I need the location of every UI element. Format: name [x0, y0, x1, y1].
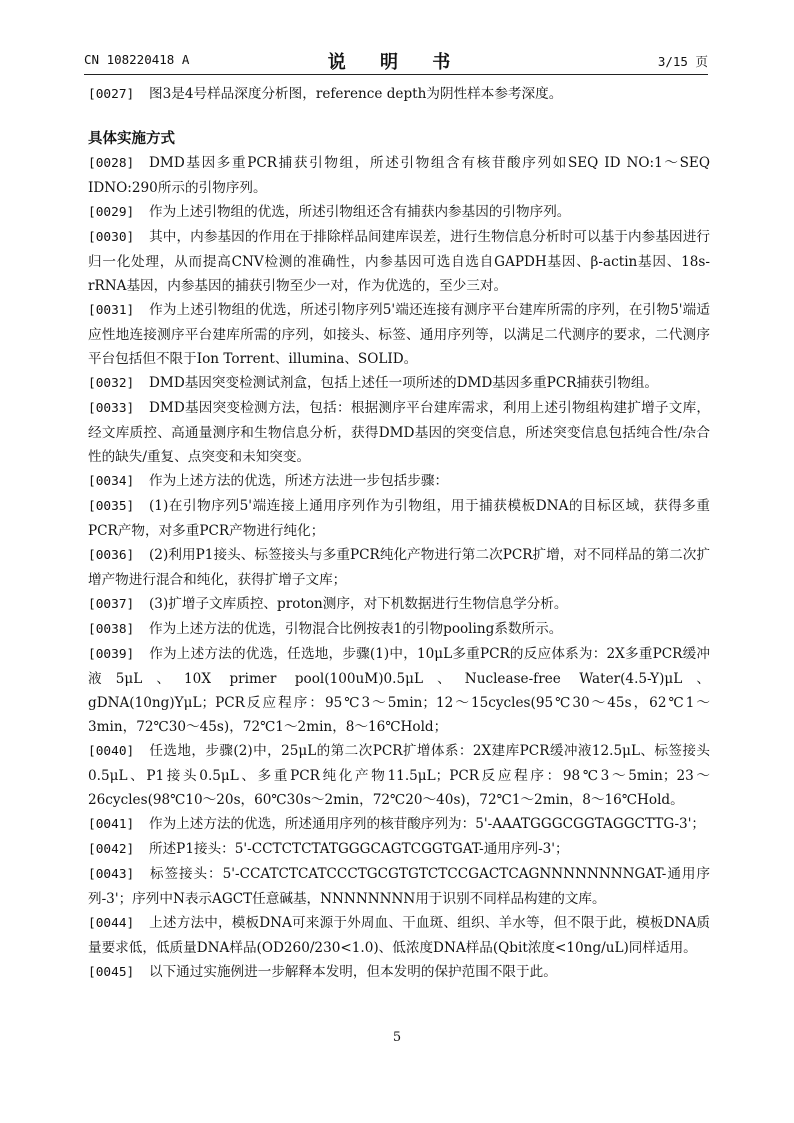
paragraph	[88, 837, 710, 862]
paragraph-text: 上述方法中，模板DNA可来源于外周血、干血斑、组织、羊水等，但不限于此，模板DNA质量要求低，低质量DNA样品(OD260/230<1.0)、低浓度DNA样品(Qbit浓度<10ng/uL)同样适用。	[88, 915, 710, 956]
paragraph-number: [0034]	[88, 474, 135, 489]
paragraph	[88, 225, 710, 298]
paragraph-number: [0027]	[88, 87, 135, 102]
paragraph	[88, 151, 710, 200]
paragraph	[88, 469, 710, 494]
paragraph-number: [0037]	[88, 597, 135, 612]
paragraph-number: [0033]	[88, 401, 135, 416]
paragraph-text: 作为上述方法的优选，所述方法进一步包括步骤：	[149, 473, 449, 489]
page-number: 5	[392, 1030, 402, 1045]
paragraph-number: [0040]	[88, 744, 135, 759]
paragraph-text: 其中，内参基因的作用在于排除样品间建库误差，进行生物信息分析时可以基于内参基因进行归一化处理，从而提高CNV检测的准确性，内参基因可选自选自GAPDH基因、β-actin基因、18s-rRNA基因，内参基因的捕获引物至少一对，作为优选的，至少三对。	[88, 229, 710, 294]
paragraph	[88, 642, 710, 739]
paragraph-text: DMD基因突变检测方法，包括：根据测序平台建库需求，利用上述引物组构建扩增子文库，经文库质控、高通量测序和生物信息分析，获得DMD基因的突变信息，所述突变信息包括纯合性/杂合性的缺失/重复、点突变和未知突变。	[88, 400, 710, 465]
document-body	[88, 82, 710, 985]
page-info: 3/15 页	[657, 54, 708, 69]
paragraph-number: [0038]	[88, 622, 135, 637]
paragraph-text: 作为上述方法的优选，所述通用序列的核苷酸序列为：5'-AAATGGGCGGTAGGCTTG-3'；	[149, 816, 706, 832]
patent-number: CN 108220418 A	[84, 52, 190, 67]
paragraph	[88, 592, 710, 617]
paragraph	[88, 82, 710, 107]
paragraph-number: [0039]	[88, 647, 135, 662]
paragraph-number: [0030]	[88, 230, 135, 245]
paragraph	[88, 494, 710, 543]
paragraph-number: [0031]	[88, 303, 135, 318]
paragraph-number: [0045]	[88, 965, 135, 980]
paragraph-text: 以下通过实施例进一步解释本发明，但本发明的保护范围不限于此。	[149, 964, 557, 980]
paragraph-text: 任选地，步骤(2)中，25μL的第二次PCR扩增体系：2X建库PCR缓冲液12.5μL、标签接头0.5μL、P1接头0.5μL、多重PCR纯化产物11.5μL；PCR反应程序：98℃3～5min；23～26cycles(98℃10～20s，60℃30s～2min，72℃20～40s)，72℃1～2min，8～16℃Hold。	[88, 743, 710, 808]
paragraph	[88, 200, 710, 225]
paragraph-number: [0032]	[88, 376, 135, 391]
paragraph	[88, 298, 710, 371]
paragraph-text: DMD基因多重PCR捕获引物组，所述引物组含有核苷酸序列如SEQ ID NO:1～SEQ IDNO:290所示的引物序列。	[88, 155, 710, 196]
paragraph-text: DMD基因突变检测试剂盒，包括上述任一项所述的DMD基因多重PCR捕获引物组。	[149, 375, 659, 391]
section-title: 具体实施方式	[88, 131, 175, 147]
paragraph-text: 作为上述方法的优选，任选地，步骤(1)中，10μL多重PCR的反应体系为：2X多重PCR缓冲液5μL、10X primer pool(100uM)0.5μL、Nuclease-free Water(4.5-Y)μL、gDNA(10ng)YμL；PCR反应程序：95℃3～5min；12～15cycles(95℃30～45s，62℃1～3min，72℃30～45s)，72℃1～2min，8～16℃Hold；	[88, 646, 710, 735]
paragraph-text: 标签接头：5'-CCATCTCATCCCTGCGTGTCTCCGACTCAGNNNNNNNNGAT-通用序列-3'；序列中N表示AGCT任意碱基，NNNNNNNN用于识别不同样品构建的文库。	[88, 866, 710, 907]
paragraph-text: (1)在引物序列5'端连接上通用序列作为引物组，用于捕获模板DNA的目标区域，获得多重PCR产物，对多重PCR产物进行纯化；	[88, 498, 710, 539]
paragraph-text: (3)扩增子文库质控、proton测序，对下机数据进行生物信息学分析。	[149, 596, 568, 612]
paragraph-number: [0028]	[88, 156, 135, 171]
paragraph	[88, 911, 710, 960]
page-header	[84, 48, 708, 74]
paragraph	[88, 862, 710, 911]
paragraph-number: [0044]	[88, 916, 135, 931]
paragraph-list	[88, 151, 710, 985]
paragraph	[88, 739, 710, 812]
paragraph-text: 所述P1接头：5'-CCTCTCTATGGGCAGTCGGTGAT-通用序列-3'；	[149, 841, 569, 857]
paragraph	[88, 371, 710, 396]
paragraph-number: [0036]	[88, 548, 135, 563]
header-divider	[84, 74, 708, 75]
paragraph-text: (2)利用P1接头、标签接头与多重PCR纯化产物进行第二次PCR扩增，对不同样品的第二次扩增产物进行混合和纯化，获得扩增子文库；	[88, 547, 710, 588]
paragraph-number: [0041]	[88, 817, 135, 832]
paragraph	[88, 960, 710, 985]
paragraph	[88, 617, 710, 642]
document-title: 说 明 书	[327, 52, 465, 73]
paragraph-text: 图3是4号样品深度分析图，reference depth为阴性样本参考深度。	[149, 86, 563, 102]
paragraph	[88, 396, 710, 469]
paragraph	[88, 812, 710, 837]
paragraph-number: [0035]	[88, 499, 135, 514]
paragraph-number: [0029]	[88, 205, 135, 220]
paragraph-text: 作为上述引物组的优选，所述引物序列5'端还连接有测序平台建库所需的序列，在引物5'端适应性地连接测序平台建库所需的序列，如接头、标签、通用序列等，以满足二代测序的要求，二代测序平台包括但不限于Ion Torrent、illumina、SOLID。	[88, 302, 710, 367]
paragraph-text: 作为上述引物组的优选，所述引物组还含有捕获内参基因的引物序列。	[149, 204, 571, 220]
paragraph	[88, 543, 710, 592]
paragraph-number: [0043]	[88, 867, 135, 882]
paragraph-number: [0042]	[88, 842, 135, 857]
paragraph-text: 作为上述方法的优选，引物混合比例按表1的引物pooling系数所示。	[149, 621, 563, 637]
